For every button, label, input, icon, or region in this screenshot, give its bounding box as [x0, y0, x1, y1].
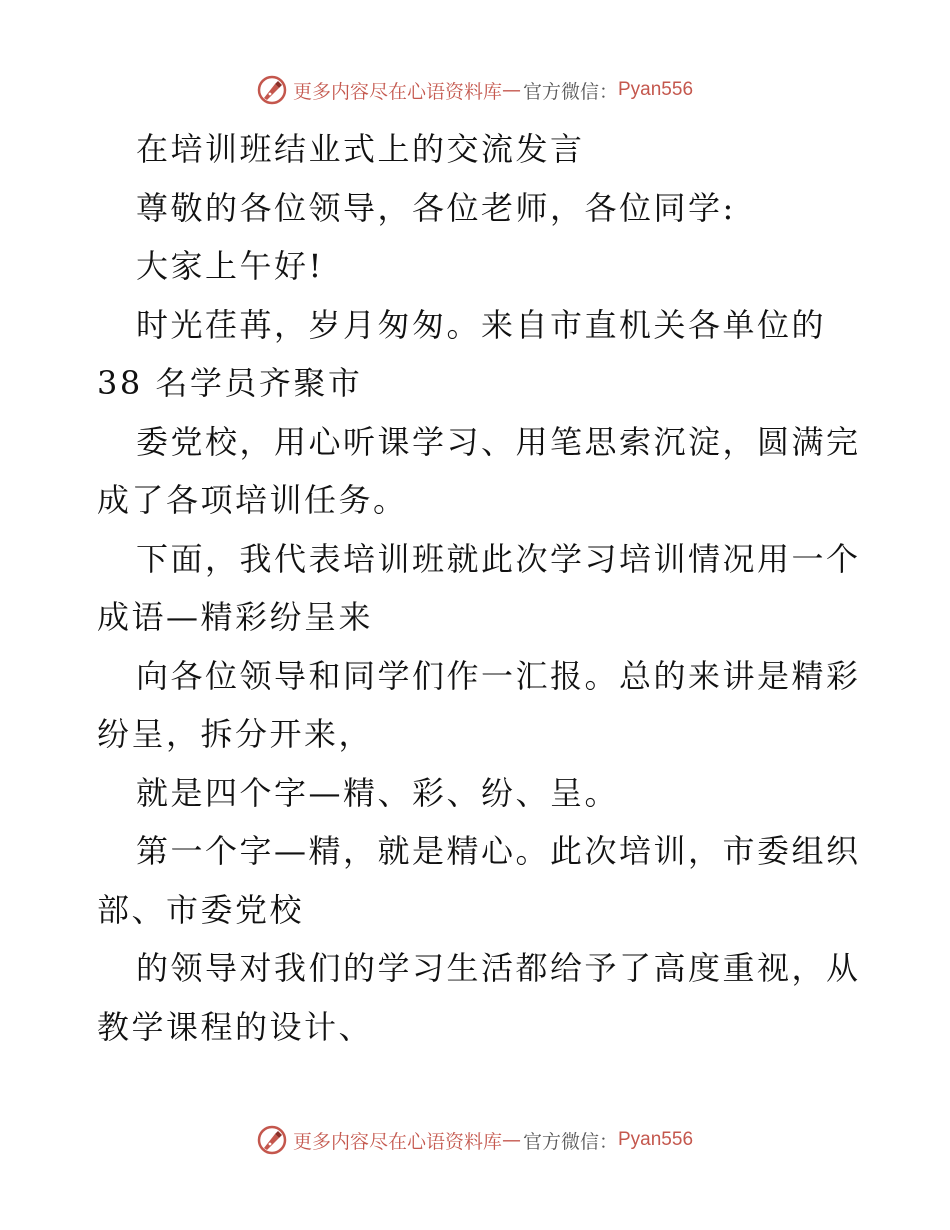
banner-wechat-label: 官方微信： — [522, 80, 618, 103]
salutation: 尊敬的各位领导，各位老师，各位同学: — [136, 188, 736, 227]
document-title: 在培训班结业式上的交流发言 — [136, 130, 585, 168]
paragraph-line: 就是四个字—精、彩、纷、呈。 — [136, 773, 620, 812]
paragraph-line: 时光荏苒，岁月匆匆。来自市直机关各单位的 — [136, 305, 827, 344]
pen-nib-logo-icon — [257, 1125, 287, 1155]
paragraph-line: 的领导对我们的学习生活都给予了高度重视，从 — [136, 949, 861, 987]
paragraph-line: 38 名学员齐聚市 — [97, 364, 363, 402]
banner-main-text: 更多内容尽在心语资料库 — [292, 1130, 502, 1153]
paragraph-line: 第一个字—精，就是精心。此次培训，市委组织 — [136, 832, 861, 870]
paragraph-line: 向各位领导和同学们作一汇报。总的来讲是精彩 — [136, 656, 861, 695]
document-body — [97, 120, 861, 1056]
banner-wechat-id: Pyan556 — [618, 79, 694, 100]
banner-separator: — — [501, 79, 521, 101]
paragraph-line: 下面，我代表培训班就此次学习培训情况用一个 — [136, 539, 861, 578]
paragraph-line: 纷呈，拆分开来， — [97, 715, 374, 753]
banner-wechat-id: Pyan556 — [618, 1129, 694, 1150]
paragraph-line: 成了各项培训任务。 — [97, 481, 408, 519]
header-banner — [0, 70, 950, 110]
banner-main-text: 更多内容尽在心语资料库 — [292, 80, 502, 103]
greeting: 大家上午好! — [136, 247, 324, 285]
paragraph-line: 部、市委党校 — [97, 890, 305, 929]
paragraph-line: 教学课程的设计、 — [97, 1007, 374, 1046]
banner-separator: — — [501, 1129, 521, 1151]
pen-nib-logo-icon — [257, 75, 287, 105]
footer-banner — [0, 1120, 950, 1160]
banner-wechat-label: 官方微信： — [522, 1130, 618, 1153]
paragraph-line: 成语—精彩纷呈来 — [97, 598, 374, 636]
paragraph-line: 委党校，用心听课学习、用笔思索沉淀，圆满完 — [136, 422, 861, 461]
